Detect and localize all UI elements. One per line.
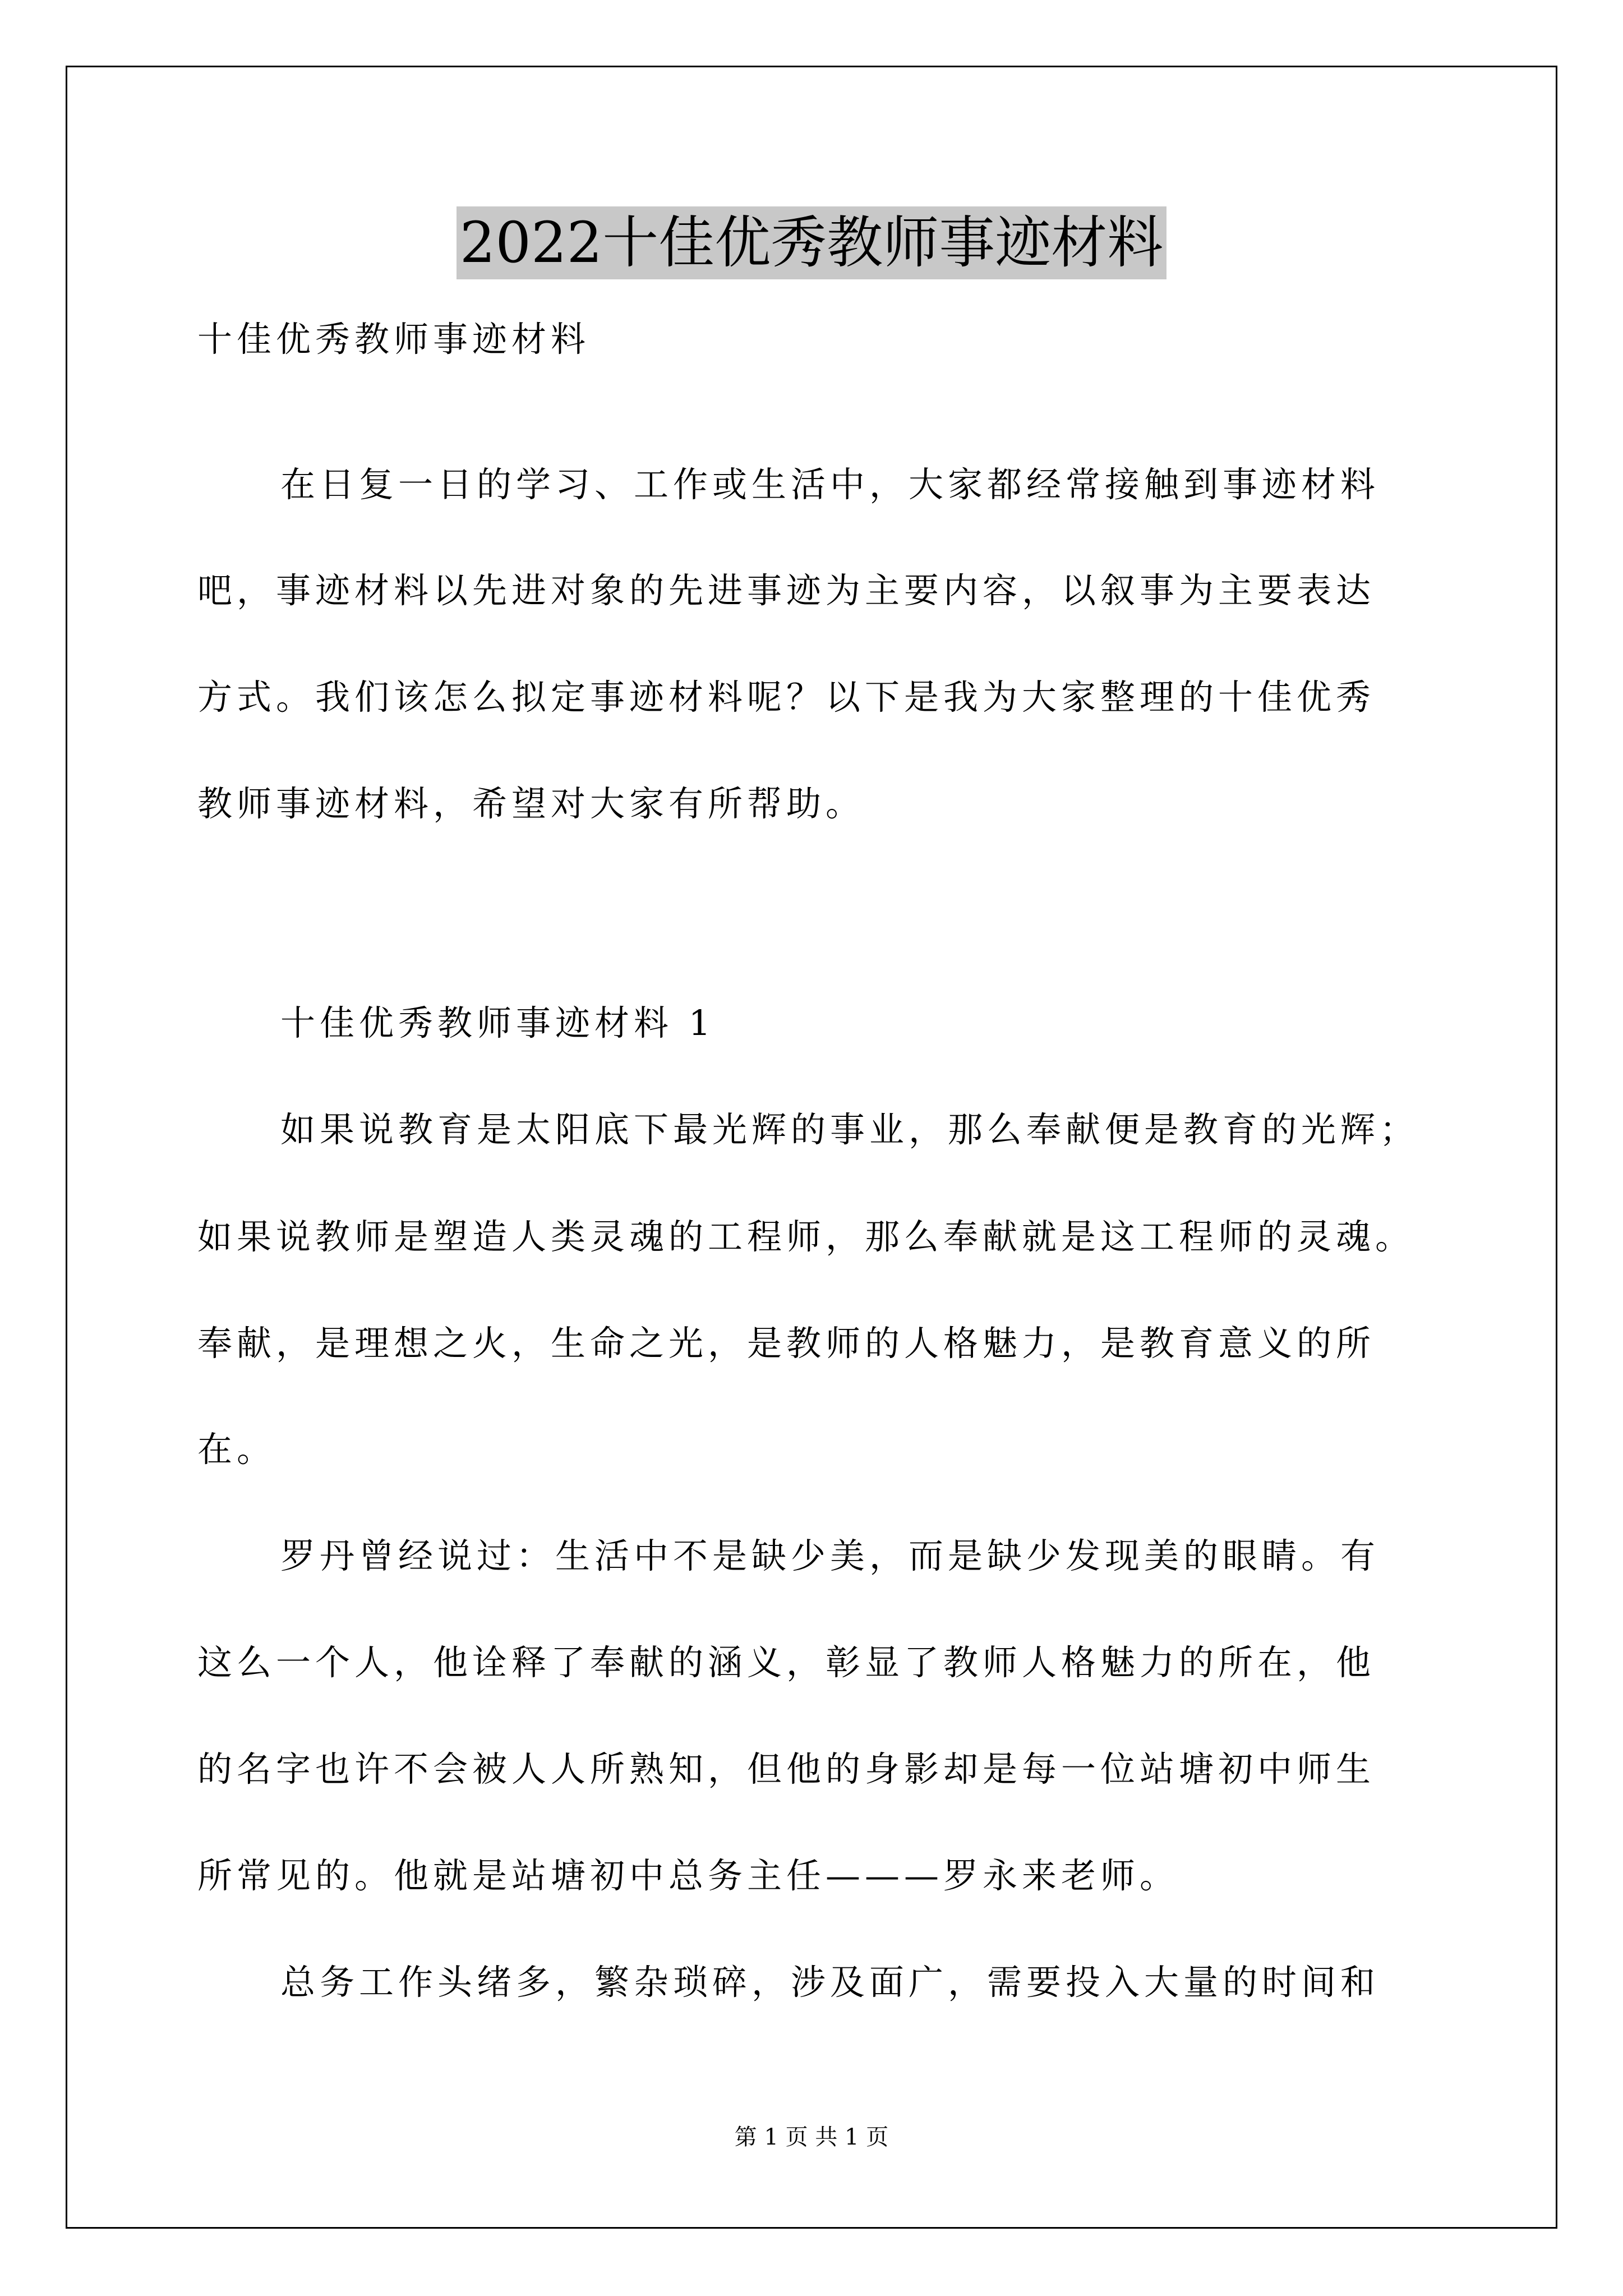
document-title: 2022十佳优秀教师事迹材料 (457, 206, 1167, 279)
section-heading: 十佳优秀教师事迹材料 1 (280, 1002, 716, 1043)
intro-line-3: 方式。我们该怎么拟定事迹材料呢？以下是我为大家整理的十佳优秀 (197, 677, 1376, 717)
para1-line-2: 如果说教师是塑造人类灵魂的工程师，那么奉献就是这工程师的灵魂。 (197, 1216, 1415, 1257)
para1-line-4: 在。 (197, 1429, 276, 1470)
page-footer: 第 1 页 共 1 页 (734, 2124, 889, 2150)
intro-line-1: 在日复一日的学习、工作或生活中，大家都经常接触到事迹材料 (280, 464, 1380, 505)
intro-line-4: 教师事迹材料，希望对大家有所帮助。 (197, 783, 865, 824)
para2-line-4: 所常见的。他就是站塘初中总务主任———罗永来老师。 (197, 1855, 1179, 1896)
para1-line-3: 奉献，是理想之火，生命之光，是教师的人格魅力，是教育意义的所 (197, 1323, 1376, 1364)
para2-line-3: 的名字也许不会被人人所熟知，但他的身影却是每一位站塘初中师生 (197, 1749, 1376, 1789)
title-container (0, 206, 1623, 279)
document-subtitle: 十佳优秀教师事迹材料 (197, 319, 591, 360)
para3-line-1: 总务工作头绪多，繁杂琐碎，涉及面广，需要投入大量的时间和 (280, 1962, 1380, 2003)
para2-line-1: 罗丹曾经说过：生活中不是缺少美，而是缺少发现美的眼睛。有 (280, 1535, 1380, 1576)
para2-line-2: 这么一个人，他诠释了奉献的涵义，彰显了教师人格魅力的所在，他 (197, 1642, 1376, 1683)
intro-line-2: 吧，事迹材料以先进对象的先进事迹为主要内容，以叙事为主要表达 (197, 570, 1376, 611)
para1-line-1: 如果说教育是太阳底下最光辉的事业，那么奉献便是教育的光辉； (280, 1109, 1419, 1150)
